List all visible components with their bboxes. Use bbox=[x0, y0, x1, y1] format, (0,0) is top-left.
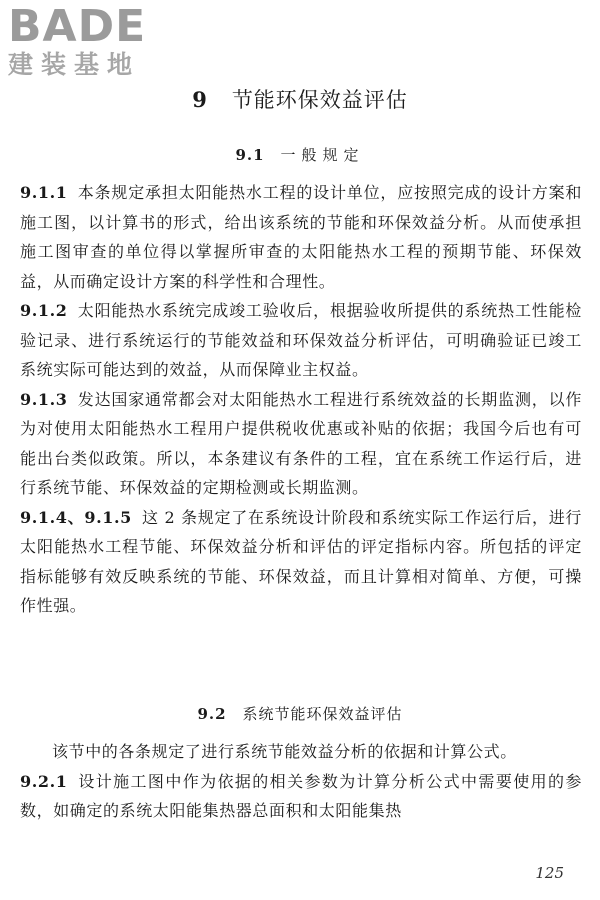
section-intro-paragraph: 该节中的各条规定了进行系统节能效益分析的依据和计算公式。 bbox=[52, 742, 517, 761]
section-title-text: 系统节能环保效益评估 bbox=[242, 705, 403, 723]
clause-paragraph bbox=[20, 178, 582, 296]
section-title-text: 一般规定 bbox=[280, 146, 365, 164]
clause-number: 9.1.1 bbox=[20, 183, 68, 202]
section-number: 9.2 bbox=[197, 705, 227, 723]
clause-number: 9.2.1 bbox=[20, 771, 68, 791]
clause-number: 9.1.3 bbox=[20, 389, 68, 409]
clause-paragraph bbox=[20, 296, 582, 385]
clause-text: 发达国家通常都会对太阳能热水工程进行系统效益的长期监测，以作为对使用太阳能热水工程用户提供税收优惠或补贴的依据；我国今后也有可能出台类似政策。所以，本条建议有条件的工程，宜在系统工作运行后，进行系统节能、环保效益的定期检测或长期监测。 bbox=[20, 389, 582, 497]
section-9-1-body bbox=[20, 178, 582, 621]
section-title-9-2 bbox=[0, 704, 600, 724]
clause-paragraph bbox=[20, 385, 582, 503]
page-number: 125 bbox=[535, 864, 564, 882]
chapter-number: 9 bbox=[192, 87, 208, 112]
clause-number: 9.1.4、9.1.5 bbox=[20, 507, 132, 527]
watermark-logo bbox=[8, 1, 178, 80]
chapter-title bbox=[0, 86, 600, 114]
section-9-2-body bbox=[20, 737, 582, 826]
clause-text: 这 2 条规定了在系统设计阶段和系统实际工作运行后，进行太阳能热水工程节能、环保效益分析和评估的评定指标内容。所包括的评定指标能够有效反映系统的节能、环保效益，而且计算相对简单、方便，可操作性强。 bbox=[20, 507, 582, 615]
watermark-subtitle: 建装基地 bbox=[8, 50, 141, 79]
watermark-brand: BADE bbox=[8, 1, 147, 52]
clause-paragraph bbox=[20, 503, 582, 621]
clause-paragraph bbox=[20, 767, 582, 826]
clause-number: 9.1.2 bbox=[20, 301, 68, 320]
clause-text: 设计施工图中作为依据的相关参数为计算分析公式中需要使用的参数，如确定的系统太阳能集热器总面积和太阳能集热 bbox=[20, 771, 582, 820]
section-title-9-1 bbox=[0, 145, 600, 165]
chapter-title-text: 节能环保效益评估 bbox=[231, 88, 408, 112]
section-number: 9.1 bbox=[235, 146, 265, 164]
clause-text: 本条规定承担太阳能热水工程的设计单位，应按照完成的设计方案和施工图，以计算书的形式，给出该系统的节能和环保效益分析。从而使承担施工图审查的单位得以掌握所审查的太阳能热水工程的预期节能、环保效益，从而确定设计方案的科学性和合理性。 bbox=[20, 183, 582, 291]
clause-text: 太阳能热水系统完成竣工验收后，根据验收所提供的系统热工性能检验记录、进行系统运行的节能效益和环保效益分析评估，可明确验证已竣工系统实际可能达到的效益，从而保障业主权益。 bbox=[20, 301, 582, 379]
